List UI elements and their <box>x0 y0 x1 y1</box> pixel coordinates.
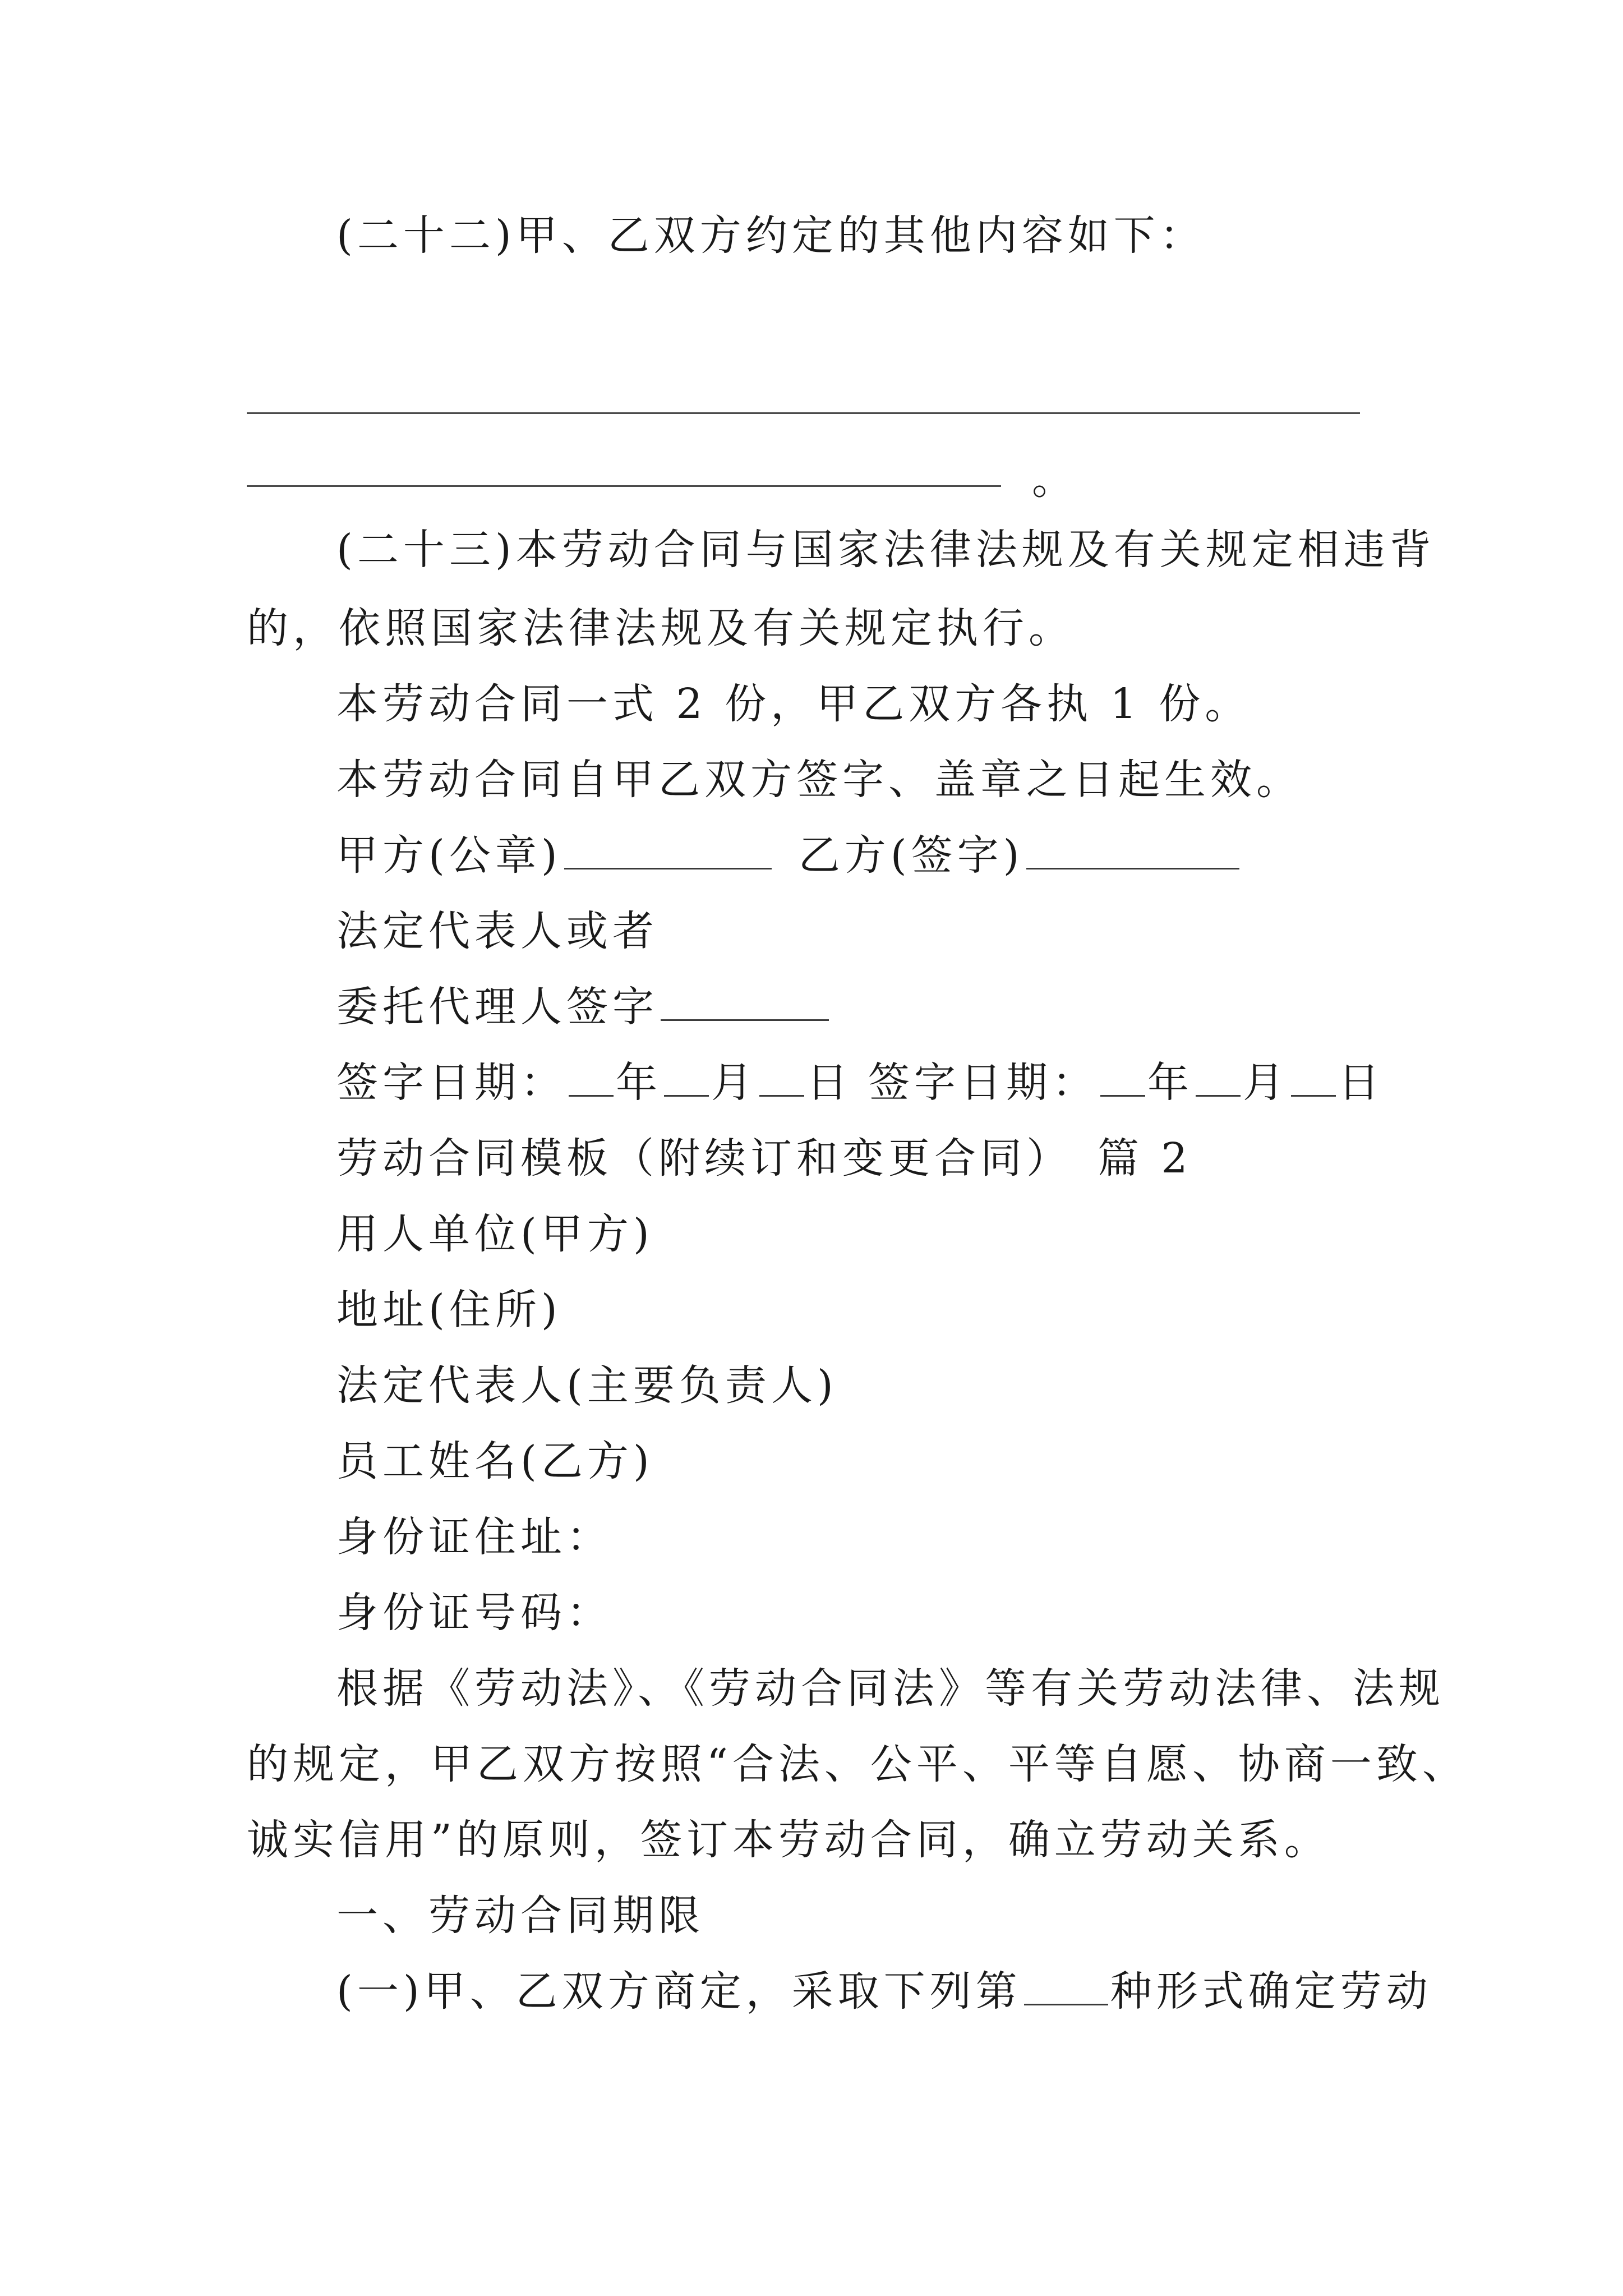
employer-label: 用人单位(甲方) <box>336 1210 654 1258</box>
party-b-sign-blank <box>1026 829 1239 869</box>
day-label-b: 日 <box>1338 1059 1384 1107</box>
day-blank-b <box>1291 1056 1336 1097</box>
party-a-seal-label: 甲方(公章) <box>336 831 562 880</box>
effective-clause: 本劳动合同自甲乙双方签字、盖章之日起生效。 <box>336 756 1302 804</box>
day-label-a: 日 <box>806 1059 852 1107</box>
id-number-label: 身份证号码： <box>336 1589 612 1637</box>
agent-sign-blank <box>661 980 829 1021</box>
agent-sign-line <box>336 979 1391 1035</box>
form-choice-blank <box>1024 1964 1108 2005</box>
sign-date-label-b: 签字日期： <box>868 1059 1098 1107</box>
clause-23-line-1: (二十三)本劳动合同与国家法律法规及有关规定相违背 <box>336 526 1436 574</box>
section-1-clause-1-prefix: (一)甲、乙双方商定，采取下列第 <box>336 1967 1022 2016</box>
signature-line <box>336 827 1391 884</box>
copies-clause: 本劳动合同一式 2 份，甲乙双方各执 1 份。 <box>336 680 1251 728</box>
basis-line-2: 的规定，甲乙双方按照“合法、公平、平等自愿、协商一致、 <box>247 1740 1468 1788</box>
legal-rep-label: 法定代表人(主要负责人) <box>336 1361 838 1410</box>
sign-date-line <box>336 1055 1391 1111</box>
agent-sign-label: 委托代理人签字 <box>336 983 658 1031</box>
sign-date-label-a: 签字日期： <box>336 1059 566 1107</box>
section-1-title: 一、劳动合同期限 <box>336 1892 704 1940</box>
year-blank-b <box>1100 1056 1145 1097</box>
year-blank-a <box>569 1056 614 1097</box>
basis-line-3: 诚实信用”的原则，签订本劳动合同，确立劳动关系。 <box>247 1816 1330 1864</box>
blank-rule-2 <box>247 485 1001 487</box>
blank-end-mark: 。 <box>1032 455 1073 504</box>
template-title: 劳动合同模板（附续订和变更合同） 篇 2 <box>336 1134 1192 1182</box>
clause-23-line-2: 的，依照国家法律法规及有关规定执行。 <box>247 604 1075 652</box>
section-1-clause-1 <box>336 1963 1432 2019</box>
year-label-a: 年 <box>616 1059 662 1107</box>
clause-22: (二十二)甲、乙双方约定的其他内容如下： <box>336 211 1206 260</box>
basis-line-1: 根据《劳动法》、《劳动合同法》等有关劳动法律、法规 <box>336 1664 1445 1713</box>
party-a-seal-blank <box>564 829 772 869</box>
month-blank-a <box>664 1056 709 1097</box>
month-label-a: 月 <box>711 1059 757 1107</box>
day-blank-a <box>759 1056 804 1097</box>
section-1-clause-1-suffix: 种形式确定劳动 <box>1110 1967 1432 2016</box>
year-label-b: 年 <box>1147 1059 1193 1107</box>
legal-rep-or-label: 法定代表人或者 <box>336 907 658 955</box>
month-blank-b <box>1196 1056 1241 1097</box>
month-label-b: 月 <box>1243 1059 1289 1107</box>
blank-rule-1 <box>247 412 1360 414</box>
id-address-label: 身份证住址： <box>336 1513 612 1561</box>
employee-name-label: 员工姓名(乙方) <box>336 1437 654 1485</box>
address-label: 地址(住所) <box>336 1286 562 1334</box>
party-b-sign-label: 乙方(签字) <box>798 831 1024 880</box>
